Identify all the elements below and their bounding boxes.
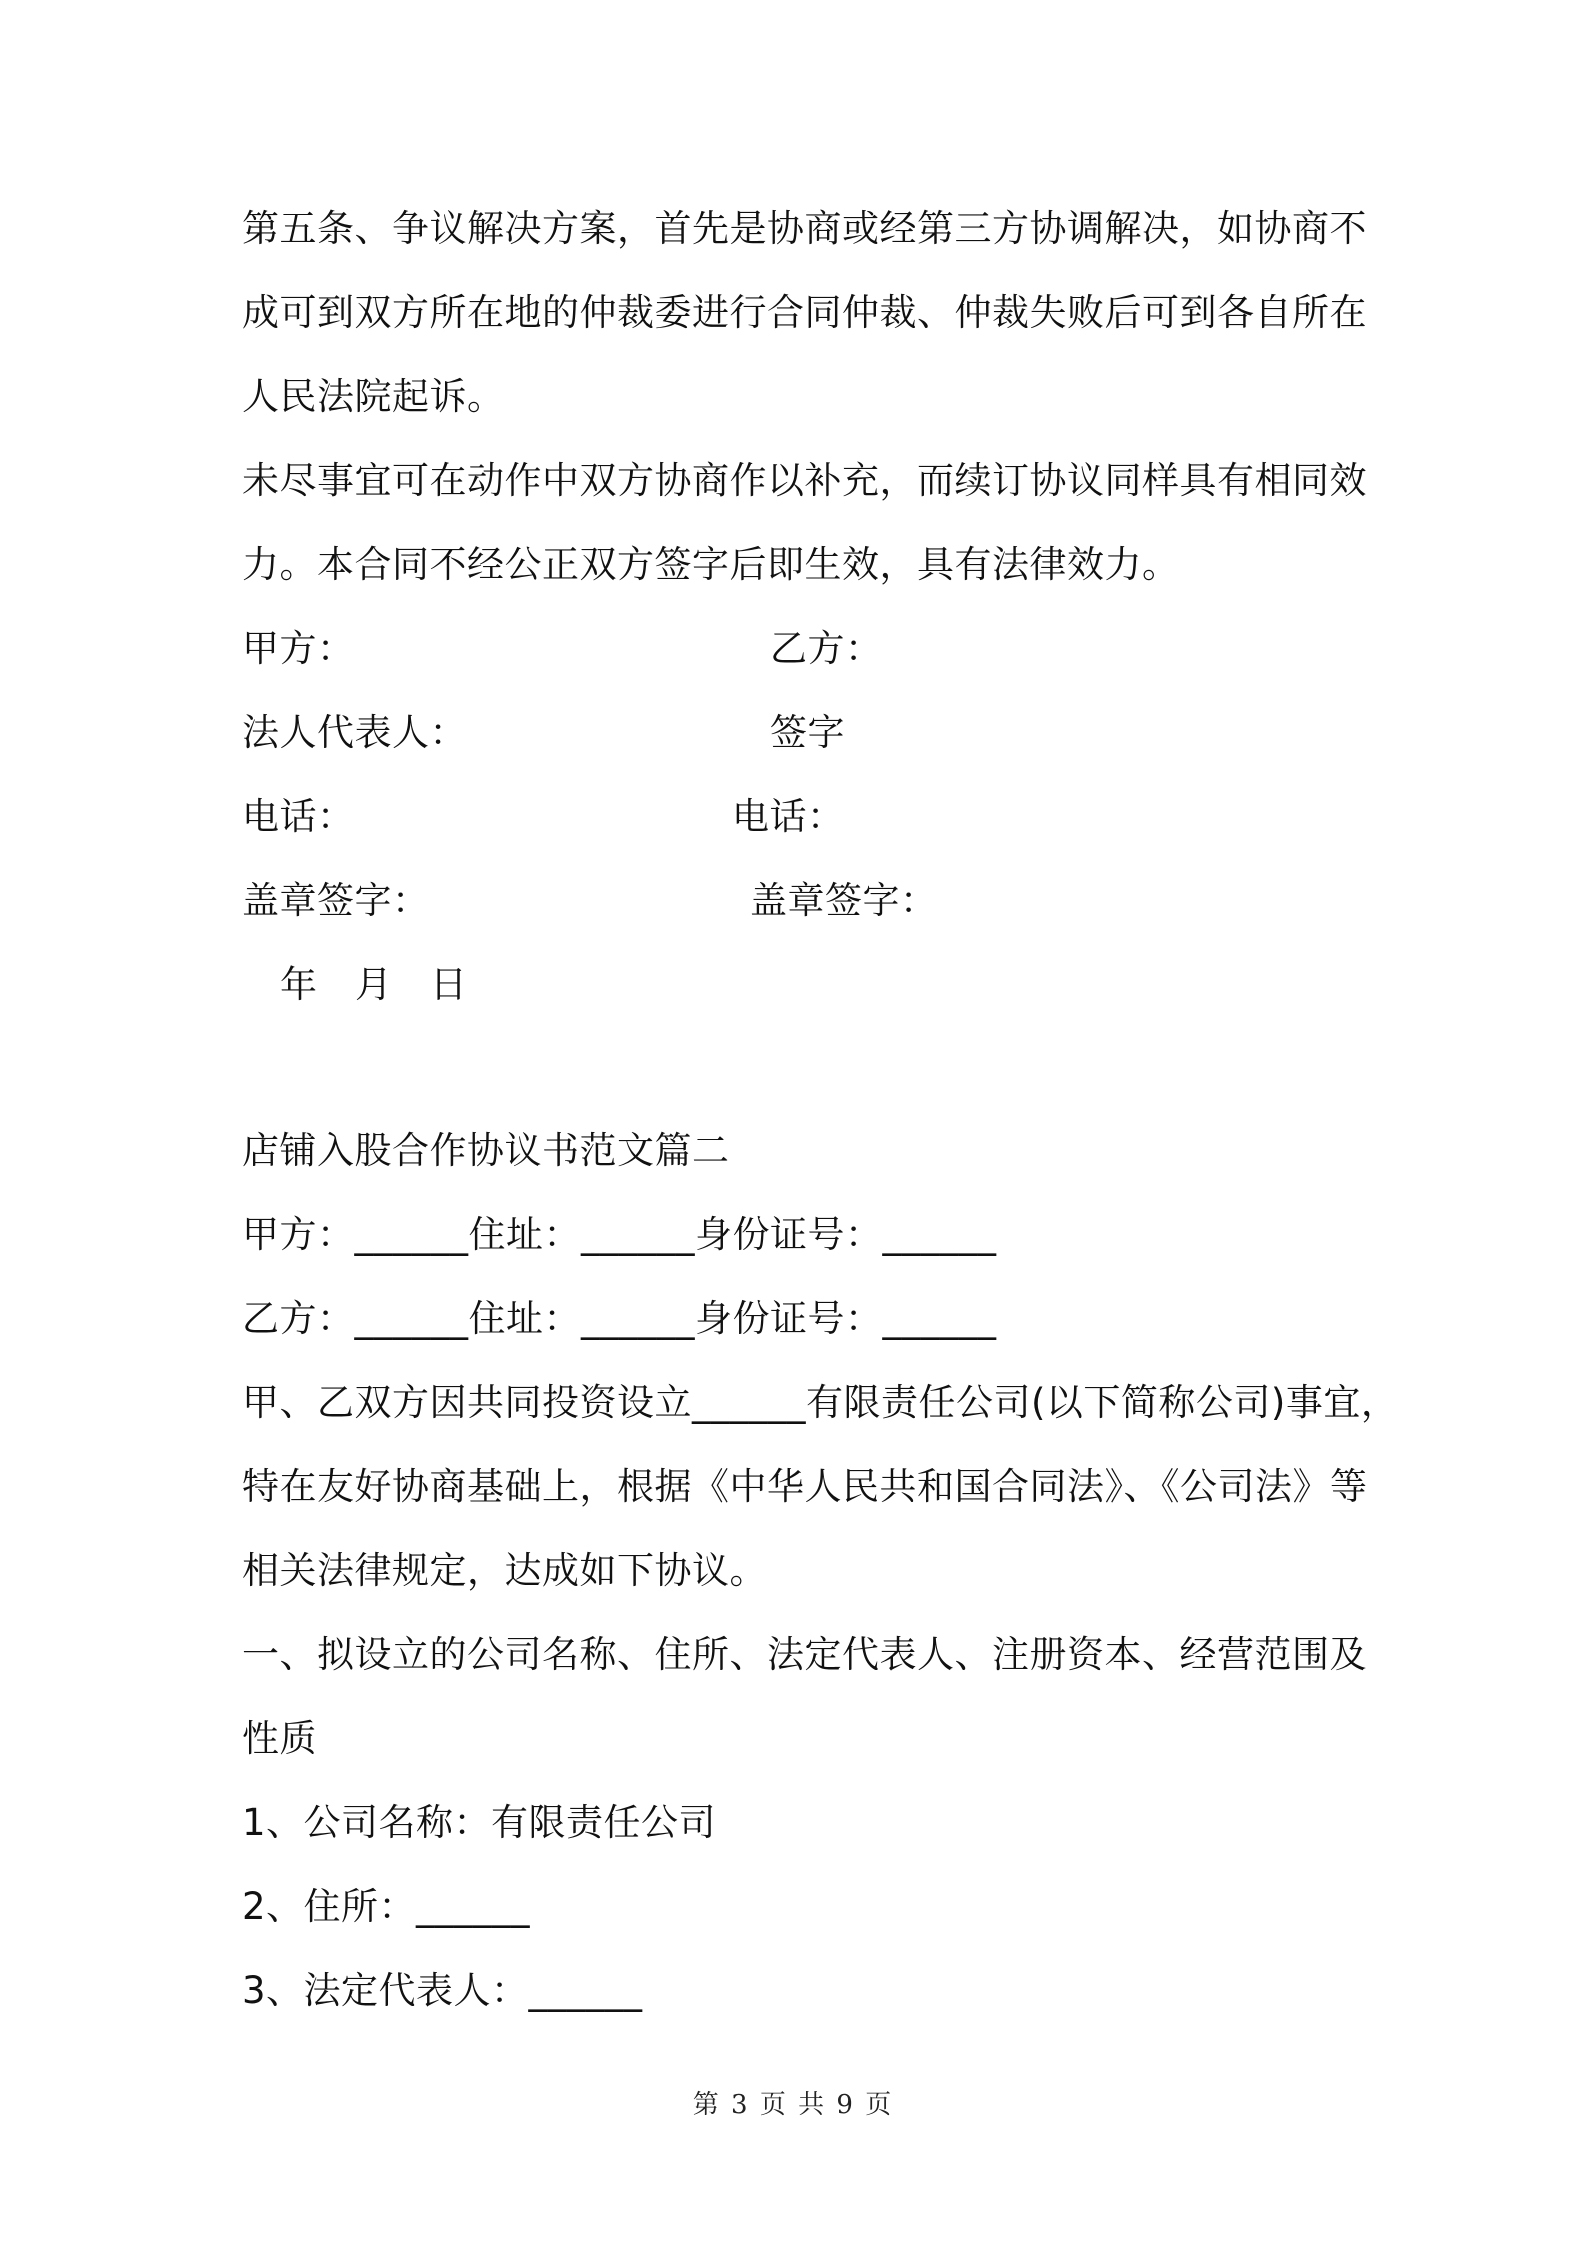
signature-legal-rep: 法人代表人：: [242, 711, 467, 754]
item-legal-rep: 3、法定代表人：______: [242, 1969, 643, 2012]
clause1-line2: 性质: [242, 1717, 317, 1760]
article5-line2: 成可到双方所在地的仲裁委进行合同仲裁、仲裁失败后可到各自所在: [242, 291, 1367, 334]
supplement-line1: 未尽事宜可在动作中双方协商作以补充，而续订协议同样具有相同效: [242, 459, 1367, 502]
clause1-line1: 一、拟设立的公司名称、住所、法定代表人、注册资本、经营范围及: [242, 1633, 1367, 1676]
signature-party-a: 甲方：: [242, 627, 355, 670]
supplement-line2: 力。本合同不经公正双方签字后即生效，具有法律效力。: [242, 543, 1180, 586]
signature-date: 年 月 日: [280, 963, 468, 1006]
signature-phone-a: 电话：: [242, 795, 355, 838]
section2-title: 店铺入股合作协议书范文篇二: [242, 1129, 730, 1172]
section2-intro-line2: 特在友好协商基础上，根据《中华人民共和国合同法》、《公司法》等: [242, 1465, 1368, 1508]
section2-intro-line3: 相关法律规定，达成如下协议。: [242, 1549, 767, 1592]
signature-phone-b: 电话：: [732, 795, 845, 838]
signature-seal-b: 盖章签字：: [750, 879, 938, 922]
section2-party-a: 甲方：______住址：______身份证号：______: [242, 1213, 997, 1256]
article5-line3: 人民法院起诉。: [242, 375, 505, 418]
section2-intro-line1: 甲、乙双方因共同投资设立______有限责任公司(以下简称公司)事宜，: [242, 1381, 1399, 1424]
signature-party-b: 乙方：: [770, 627, 883, 670]
item-company-name: 1、公司名称：有限责任公司: [242, 1801, 717, 1844]
section2-party-b: 乙方：______住址：______身份证号：______: [242, 1297, 997, 1340]
page-footer: 第 3 页 共 9 页: [692, 2090, 894, 2120]
signature-sign: 签字: [770, 711, 845, 754]
article5-line1: 第五条、争议解决方案，首先是协商或经第三方协调解决，如协商不: [242, 207, 1367, 250]
item-address: 2、住所：______: [242, 1885, 531, 1928]
signature-seal-a: 盖章签字：: [242, 879, 430, 922]
